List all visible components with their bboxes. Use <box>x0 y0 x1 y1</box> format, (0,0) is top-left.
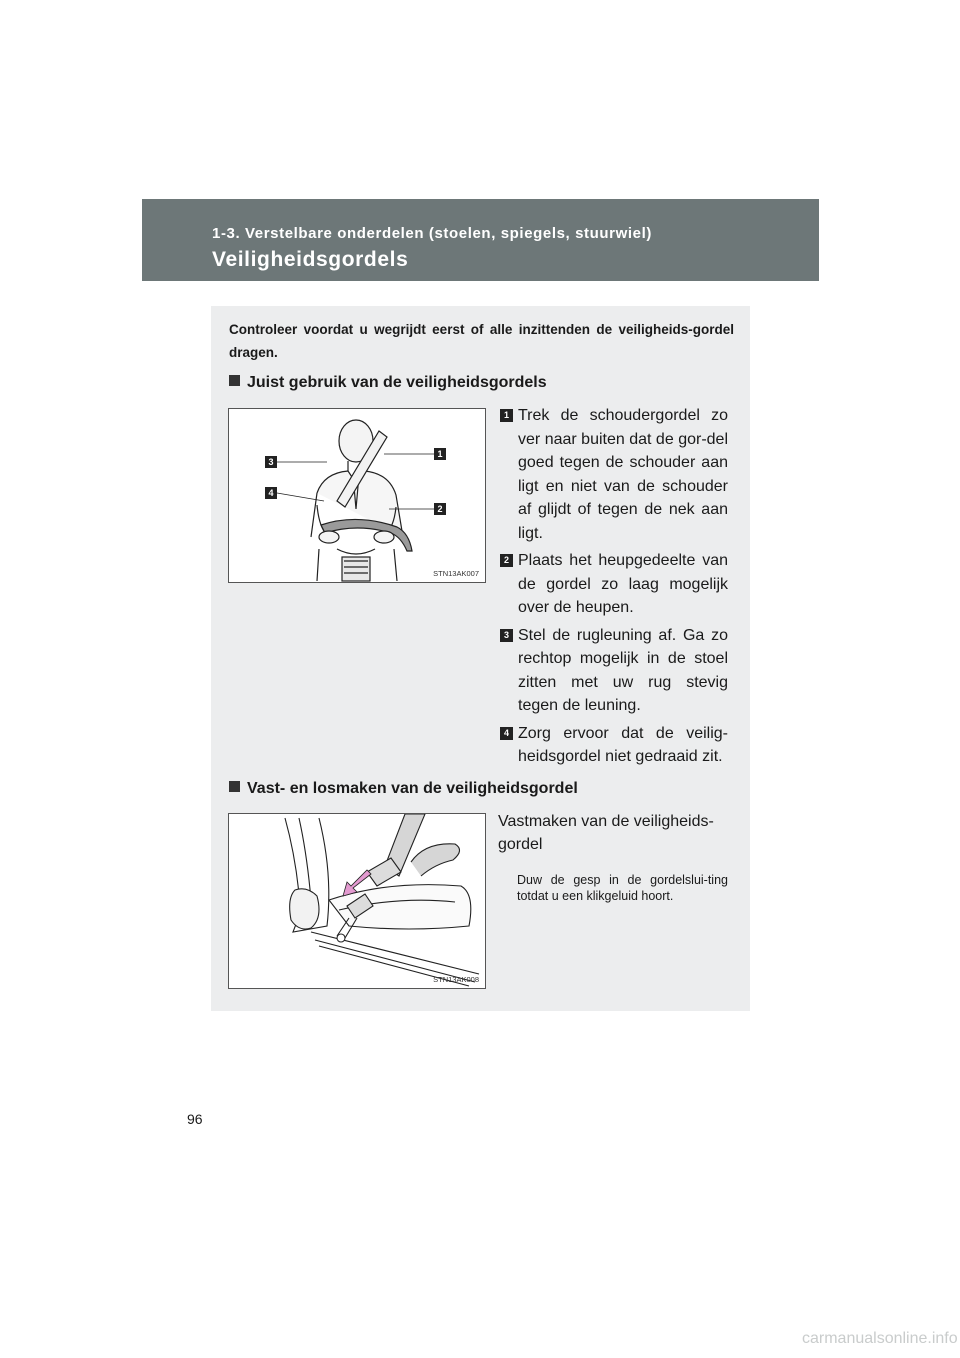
section-heading-usage <box>229 374 547 392</box>
section-title: 1-3. Verstelbare onderdelen (stoelen, spiegels, stuurwiel) <box>212 225 652 242</box>
step-number: 3 <box>500 629 513 642</box>
step-item <box>500 549 728 620</box>
step-number: 2 <box>500 554 513 567</box>
subsection-description: Duw de gesp in de gordelslui-ting totdat u een klikgeluid hoort. <box>517 873 728 903</box>
callout-2: 2 <box>434 503 446 515</box>
watermark: carmanualsonline.info <box>802 1330 958 1347</box>
buckle-figure <box>228 813 486 989</box>
step-text: Trek de schoudergordel zo ver naar buiten dat de gor-del goed tegen de schouder aan ligt en niet van de schouder af glijdt of tegen de nek aan ligt. <box>518 407 728 542</box>
steps-list <box>500 404 728 773</box>
section-heading-label: Juist gebruik van de veiligheidsgordels <box>247 374 547 391</box>
step-item <box>500 404 728 545</box>
figure-code: STN13AK008 <box>433 975 479 984</box>
intro-text: Controleer voordat u wegrijdt eerst of alle inzittenden de veiligheids-gordel dragen. <box>229 322 734 360</box>
buckle-illustration <box>229 814 485 988</box>
page-number: 96 <box>187 1111 203 1127</box>
step-text: Stel de rugleuning af. Ga zo rechtop mogelijk in de stoel zitten met uw rug stevig tegen de leuning. <box>518 626 728 714</box>
callout-3: 3 <box>265 456 277 468</box>
step-text: Zorg ervoor dat de veilig-heidsgordel niet gedraaid zit. <box>518 724 728 765</box>
step-number: 4 <box>500 727 513 740</box>
chapter-header <box>142 199 819 281</box>
figure-code: STN13AK007 <box>433 569 479 578</box>
callout-4: 4 <box>265 487 277 499</box>
page-title: Veiligheidsgordels <box>212 248 409 271</box>
step-text: Plaats het heupgedeelte van de gordel zo laag mogelijk over de heupen. <box>518 552 728 616</box>
callout-1: 1 <box>434 448 446 460</box>
section-heading-fasten <box>229 780 578 798</box>
subsection-title: Vastmaken van de veiligheids-gordel <box>498 813 714 853</box>
seatbelt-usage-figure <box>228 408 486 583</box>
step-item <box>500 624 728 718</box>
step-number: 1 <box>500 409 513 422</box>
square-bullet-icon <box>229 375 240 386</box>
section-heading-label: Vast- en losmaken van de veiligheidsgordel <box>247 780 578 797</box>
step-item <box>500 722 728 769</box>
square-bullet-icon <box>229 781 240 792</box>
